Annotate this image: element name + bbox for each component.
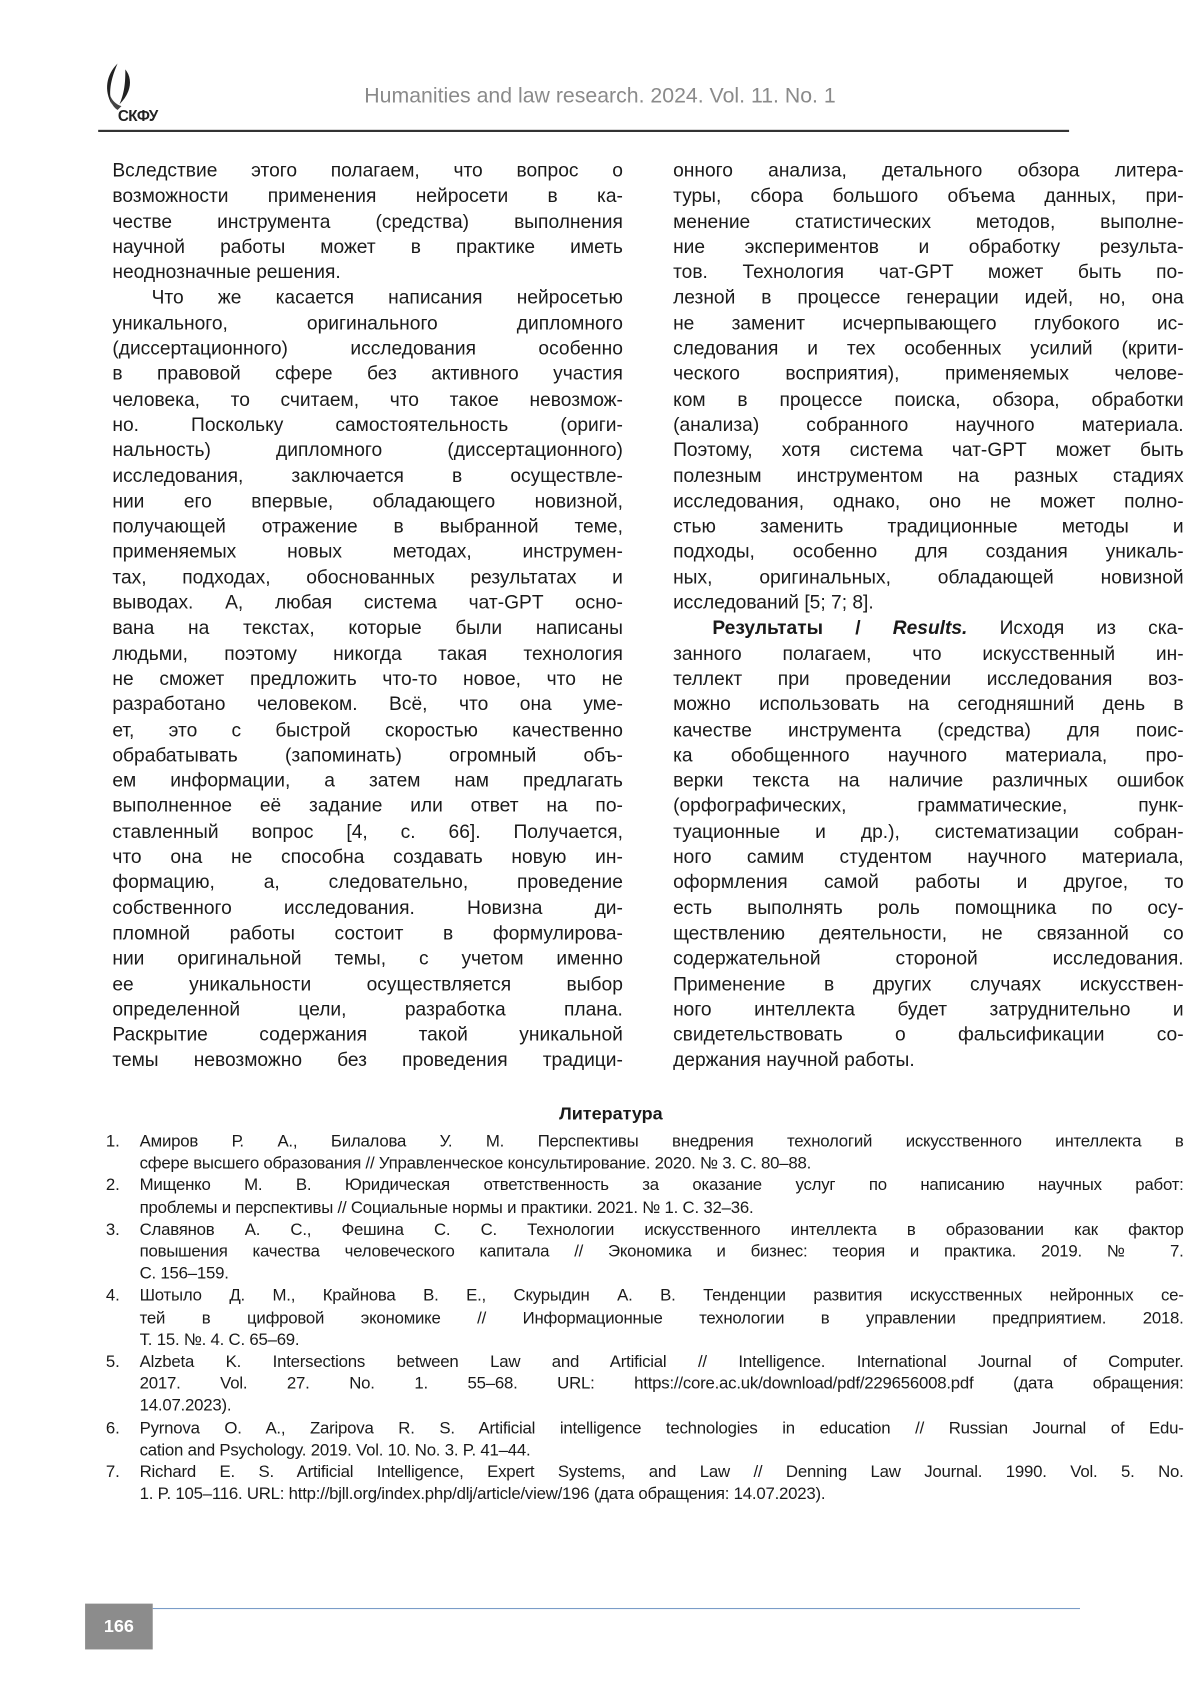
text-line: нии оригинальной темы, с учетом именно xyxy=(112,946,623,971)
text-run: Исходя из ска- xyxy=(1000,617,1184,639)
text-line: Раскрытие содержания такой уникальной xyxy=(112,1022,623,1047)
reference-line: С. 156–159. xyxy=(140,1264,1184,1286)
text-line: оформления самой работы и другое, то xyxy=(673,870,1184,895)
text-line: ком в процессе поиска, обзора, обработки xyxy=(673,387,1184,412)
text-line: (орфографических, грамматические, пунк- xyxy=(673,794,1184,819)
text-line: возможности применения нейросети в ка- xyxy=(112,184,623,209)
reference-line: тей в цифровой экономике // Информационные технологии в управлении предприятием. 2018. xyxy=(140,1308,1184,1330)
text-line: получающей отражение в выбранной теме, xyxy=(112,514,623,539)
reference-line: Richard E. S. Artificial Intelligence, Expert Systems, and Law // Denning Law Journal. 1990. Vol. 5. No. xyxy=(140,1462,1184,1484)
text-line: исследований [5; 7; 8]. xyxy=(673,590,1184,615)
reference-number: 2. xyxy=(106,1175,120,1197)
text-line: полезным инструментом на разных стадиях xyxy=(673,463,1184,488)
text-line: обрабатывать (запоминать) огромный объ- xyxy=(112,743,623,768)
text-line: уникального, оригинального дипломного xyxy=(112,311,623,336)
text-line: нии его впервые, обладающего новизной, xyxy=(112,489,623,514)
text-line: что она не способна создавать новую ин- xyxy=(112,844,623,869)
text-line: человека, то считаем, что такое невозмож- xyxy=(112,387,623,412)
text-line: выводах. А, любая система чат-GPT осно- xyxy=(112,590,623,615)
text-line: пломной работы состоит в формулирова- xyxy=(112,921,623,946)
reference-line: Амиров Р. А., Билалова У. М. Перспективы внедрения технологий искусственного интеллекта в xyxy=(140,1131,1184,1153)
text-line: содержательной стороной исследования. xyxy=(673,946,1184,971)
text-line: есть выполнять роль помощника по осу- xyxy=(673,895,1184,920)
reference-number: 3. xyxy=(106,1219,120,1241)
text-line: теллект при проведении исследования воз- xyxy=(673,666,1184,691)
text-line: но. Поскольку самостоятельность (ориги- xyxy=(112,412,623,437)
reference-number: 4. xyxy=(106,1286,120,1308)
text-line: людьми, поэтому никогда такая технология xyxy=(112,641,623,666)
text-line: применяемых новых методах, инструмен- xyxy=(112,539,623,564)
reference-item xyxy=(106,1131,1184,1175)
text-line: тах, подходах, обоснованных результатах и xyxy=(112,565,623,590)
text-line: разработано человеком. Всё, что она уме- xyxy=(112,692,623,717)
right-text-column xyxy=(673,158,1184,1073)
text-line: Что же касается написания нейросетью xyxy=(112,285,623,310)
page xyxy=(0,0,1200,1697)
reference-item xyxy=(106,1418,1184,1462)
text-line: вана на текстах, которые были написаны xyxy=(112,616,623,641)
text-line: ного самим студентом научного материала, xyxy=(673,844,1184,869)
text-line: ее уникальности осуществляется выбор xyxy=(112,971,623,996)
reference-line: 14.07.2023). xyxy=(140,1396,1184,1418)
text-line: не заменит исчерпывающего глубокого ис- xyxy=(673,311,1184,336)
text-line: нальность) дипломного (диссертационного) xyxy=(112,438,623,463)
reference-line: Мищенко М. В. Юридическая ответственность за оказание услуг по написанию научных работ: xyxy=(140,1175,1184,1197)
text-line: формацию, а, следовательно, проведение xyxy=(112,870,623,895)
text-line: неоднозначные решения. xyxy=(112,260,623,285)
text-line: туационные и др.), систематизации собран- xyxy=(673,819,1184,844)
text-line: в правовой сфере без активного участия xyxy=(112,361,623,386)
reference-number: 7. xyxy=(106,1462,120,1484)
text-line: держания научной работы. xyxy=(673,1048,1184,1073)
text-line: следования и тех особенных усилий (крити- xyxy=(673,336,1184,361)
text-line: ет, это с быстрой скоростью качественно xyxy=(112,717,623,742)
text-line: Вследствие этого полагаем, что вопрос о xyxy=(112,158,623,183)
text-line: верки текста на наличие различных ошибок xyxy=(673,768,1184,793)
text-line: подходы, особенно для создания уникаль- xyxy=(673,539,1184,564)
reference-line: Alzbeta K. Intersections between Law and Artificial // Intelligence. International Journal of Computer. xyxy=(140,1352,1184,1374)
text-line: ка обобщенного научного материала, про- xyxy=(673,743,1184,768)
text-line: Поэтому, хотя система чат-GPT может быть xyxy=(673,438,1184,463)
text-line: определенной цели, разработка плана. xyxy=(112,997,623,1022)
references-heading: Литература xyxy=(0,1104,1200,1125)
reference-item xyxy=(106,1286,1184,1352)
text-line: выполненное её задание или ответ на по- xyxy=(112,794,623,819)
text-line: ческого восприятия), применяемых челове- xyxy=(673,361,1184,386)
reference-number: 6. xyxy=(106,1418,120,1440)
text-line: научной работы может в практике иметь xyxy=(112,234,623,259)
text-line xyxy=(673,616,1184,641)
text-line: лезной в процессе генерации идей, но, она xyxy=(673,285,1184,310)
references-list xyxy=(106,1131,1184,1506)
left-text-column xyxy=(112,158,623,1073)
reference-line: повышения качества человеческого капитала // Экономика и бизнес: теория и практика. 2019. № 7. xyxy=(140,1241,1184,1263)
text-line: занного полагаем, что искусственный ин- xyxy=(673,641,1184,666)
reference-line: 1. P. 105–116. URL: http://bjll.org/index.php/dlj/article/view/196 (дата обращения: 14.07.2023). xyxy=(140,1484,1184,1506)
page-number: 166 xyxy=(85,1604,153,1650)
text-line: менение статистических методов, выполне- xyxy=(673,209,1184,234)
text-line: можно использовать на сегодняшний день в xyxy=(673,692,1184,717)
text-line: стью заменить традиционные методы и xyxy=(673,514,1184,539)
text-line: свидетельствовать о фальсификации со- xyxy=(673,1022,1184,1047)
section-label: Результаты / xyxy=(712,617,892,639)
text-line: онного анализа, детального обзора литера- xyxy=(673,158,1184,183)
text-line: не сможет предложить что-то новое, что не xyxy=(112,666,623,691)
reference-item xyxy=(106,1219,1184,1285)
reference-item xyxy=(106,1462,1184,1506)
reference-line: сфере высшего образования // Управленческое консультирование. 2020. № 3. С. 80–88. xyxy=(140,1153,1184,1175)
running-title: Humanities and law research. 2024. Vol. 11. No. 1 xyxy=(316,84,883,109)
reference-line: Pyrnova O. A., Zaripova R. S. Artificial intelligence technologies in education // Russian Journal of Edu- xyxy=(140,1418,1184,1440)
reference-line: Шотыло Д. М., Крайнова В. Е., Скурыдин А. В. Тенденции развития искусственных нейронных се- xyxy=(140,1286,1184,1308)
text-line: (анализа) собранного научного материала. xyxy=(673,412,1184,437)
reference-line: cation and Psychology. 2019. Vol. 10. No. 3. P. 41–44. xyxy=(140,1440,1184,1462)
text-line: исследования, заключается в осуществле- xyxy=(112,463,623,488)
text-line: Применение в других случаях искусствен- xyxy=(673,971,1184,996)
text-line: собственного исследования. Новизна ди- xyxy=(112,895,623,920)
text-line: темы невозможно без проведения традици- xyxy=(112,1048,623,1073)
text-line: честве инструмента (средства) выполнения xyxy=(112,209,623,234)
section-label-en: Results. xyxy=(893,617,968,639)
reference-line: Т. 15. №. 4. С. 65–69. xyxy=(140,1330,1184,1352)
footer-divider xyxy=(153,1608,1080,1609)
text-line: ем информации, а затем нам предлагать xyxy=(112,768,623,793)
text-line: ного интеллекта будет затруднительно и xyxy=(673,997,1184,1022)
text-line: тов. Технология чат-GPT может быть по- xyxy=(673,260,1184,285)
reference-number: 1. xyxy=(106,1131,120,1153)
text-line: ных, оригинальных, обладающей новизной xyxy=(673,565,1184,590)
reference-line: проблемы и перспективы // Социальные нормы и практики. 2021. № 1. С. 32–36. xyxy=(140,1197,1184,1219)
text-line: (диссертационного) исследования особенно xyxy=(112,336,623,361)
text-line: качестве инструмента (средства) для поис- xyxy=(673,717,1184,742)
logo-text: СКФУ xyxy=(118,107,158,124)
text-line: исследования, однако, оно не может полно- xyxy=(673,489,1184,514)
reference-item xyxy=(106,1352,1184,1418)
reference-line: 2017. Vol. 27. No. 1. 55–68. URL: https://core.ac.uk/download/pdf/229656008.pdf (дата обращения: xyxy=(140,1374,1184,1396)
header-divider xyxy=(98,130,1069,132)
reference-line: Славянов А. С., Фешина С. С. Технологии искусственного интеллекта в образовании как фактор xyxy=(140,1219,1184,1241)
reference-number: 5. xyxy=(106,1352,120,1374)
text-line: туры, сбора большого объема данных, при- xyxy=(673,184,1184,209)
text-line: ществлению деятельности, не связанной со xyxy=(673,921,1184,946)
text-line: ставленный вопрос [4, с. 66]. Получается, xyxy=(112,819,623,844)
text-line: ние экспериментов и обработку результа- xyxy=(673,234,1184,259)
reference-item xyxy=(106,1175,1184,1219)
